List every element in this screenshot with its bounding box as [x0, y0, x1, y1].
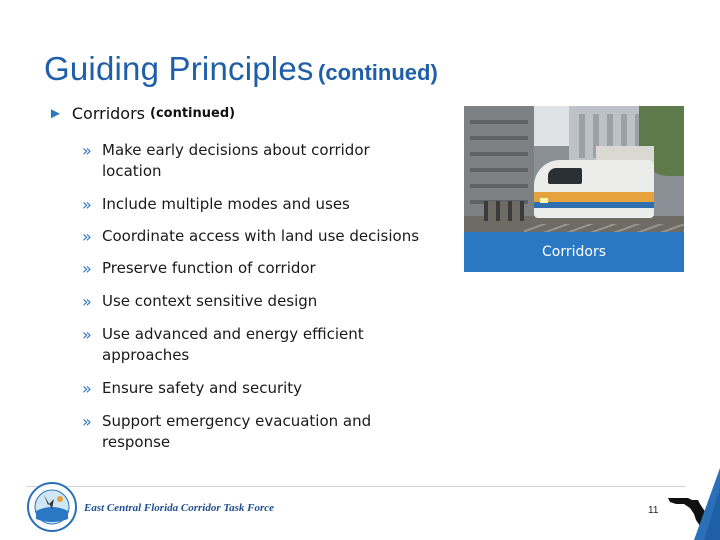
double-chevron-icon: » — [82, 259, 92, 278]
bullet-text: Preserve function of corridor — [102, 259, 316, 277]
double-chevron-icon: » — [82, 292, 92, 311]
corner-decoration — [690, 468, 720, 540]
bullet-text: Use advanced and energy efficient approaches — [102, 325, 364, 364]
bullet-item — [82, 411, 442, 453]
title-suffix: (continued) — [318, 60, 438, 85]
double-chevron-icon: » — [82, 325, 92, 344]
bullet-item — [82, 324, 442, 366]
section-suffix: (continued) — [150, 106, 236, 121]
right-triangle-icon: ► — [48, 105, 63, 122]
bullet-text: Include multiple modes and uses — [102, 195, 350, 213]
bullet-text: Make early decisions about corridor location — [102, 141, 370, 180]
bullet-item — [82, 226, 442, 248]
train-photo — [464, 106, 684, 272]
title-main: Guiding Principles — [44, 50, 314, 87]
organization-name: East Central Florida Corridor Task Force — [84, 502, 274, 514]
bullet-item — [82, 378, 442, 400]
double-chevron-icon: » — [82, 195, 92, 214]
bullet-text: Use context sensitive design — [102, 292, 318, 310]
slide-title — [44, 50, 438, 88]
section-heading — [48, 104, 235, 123]
photo-caption: Corridors — [542, 244, 606, 260]
bullet-item — [82, 258, 442, 280]
double-chevron-icon: » — [82, 412, 92, 431]
section-title: Corridors — [71, 104, 145, 123]
double-chevron-icon: » — [82, 141, 92, 160]
state-seal-logo — [26, 481, 78, 533]
page-number: 11 — [648, 505, 659, 516]
double-chevron-icon: » — [82, 379, 92, 398]
bullet-item — [82, 140, 442, 182]
bullet-item — [82, 291, 442, 313]
footer-divider — [26, 486, 686, 487]
bullet-item — [82, 194, 442, 216]
double-chevron-icon: » — [82, 227, 92, 246]
bullet-text: Coordinate access with land use decisions — [102, 227, 420, 245]
commuter-train — [534, 146, 654, 224]
bullet-text: Support emergency evacuation and response — [102, 412, 372, 451]
bullet-text: Ensure safety and security — [102, 379, 303, 397]
passengers — [484, 201, 524, 221]
